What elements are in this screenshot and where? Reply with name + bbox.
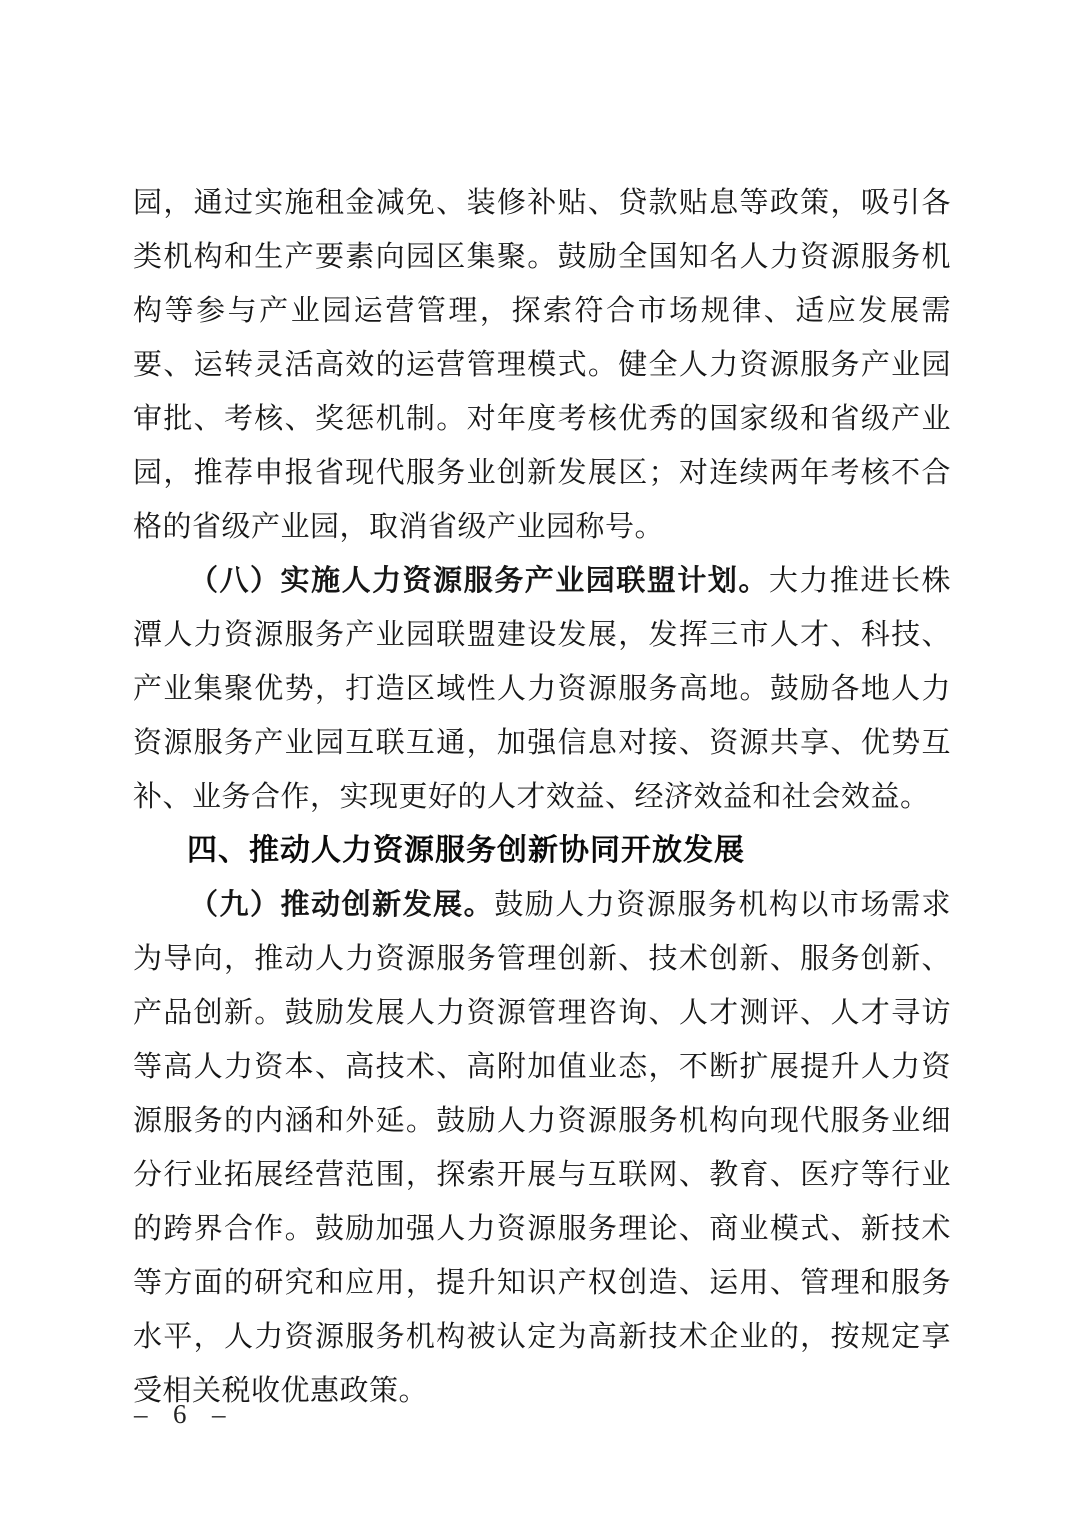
paragraph-text: 大力推进长株潭人力资源服务产业园联盟建设发展，发挥三市人才、科技、产业集聚优势，打造区域性人力资源服务高地。鼓励各地人力资源服务产业园互联互通，加强信息对接、资源共享、优势互补、业务合作，实现更好的人才效益、经济效益和社会效益。	[133, 565, 951, 813]
paragraph-lead: （八）实施人力资源服务产业园联盟计划。	[189, 565, 769, 597]
paragraph-item-9	[133, 878, 951, 1418]
page-number: – 6 –	[134, 1399, 230, 1429]
paragraph-text: 园，通过实施租金减免、装修补贴、贷款贴息等政策，吸引各类机构和生产要素向园区集聚。鼓励全国知名人力资源服务机构等参与产业园运营管理，探索符合市场规律、适应发展需要、运转灵活高效的运营管理模式。健全人力资源服务产业园审批、考核、奖惩机制。对年度考核优秀的国家级和省级产业园，推荐申报省现代服务业创新发展区；对连续两年考核不合格的省级产业园，取消省级产业园称号。	[133, 187, 951, 543]
paragraph-text: 鼓励人力资源服务机构以市场需求为导向，推动人力资源服务管理创新、技术创新、服务创新、产品创新。鼓励发展人力资源管理咨询、人才测评、人才寻访等高人力资本、高技术、高附加值业态，不断扩展提升人力资源服务的内涵和外延。鼓励人力资源服务机构向现代服务业细分行业拓展经营范围，探索开展与互联网、教育、医疗等行业的跨界合作。鼓励加强人力资源服务理论、商业模式、新技术等方面的研究和应用，提升知识产权创造、运用、管理和服务水平，人力资源服务机构被认定为高新技术企业的，按规定享受相关税收优惠政策。	[133, 889, 951, 1407]
document-body	[133, 176, 951, 1418]
section-heading: 四、推动人力资源服务创新协同开放发展	[187, 834, 745, 867]
paragraph-item-8	[133, 554, 951, 824]
paragraph-continuation	[133, 176, 951, 554]
paragraph-lead: （九）推动创新发展。	[189, 889, 495, 921]
